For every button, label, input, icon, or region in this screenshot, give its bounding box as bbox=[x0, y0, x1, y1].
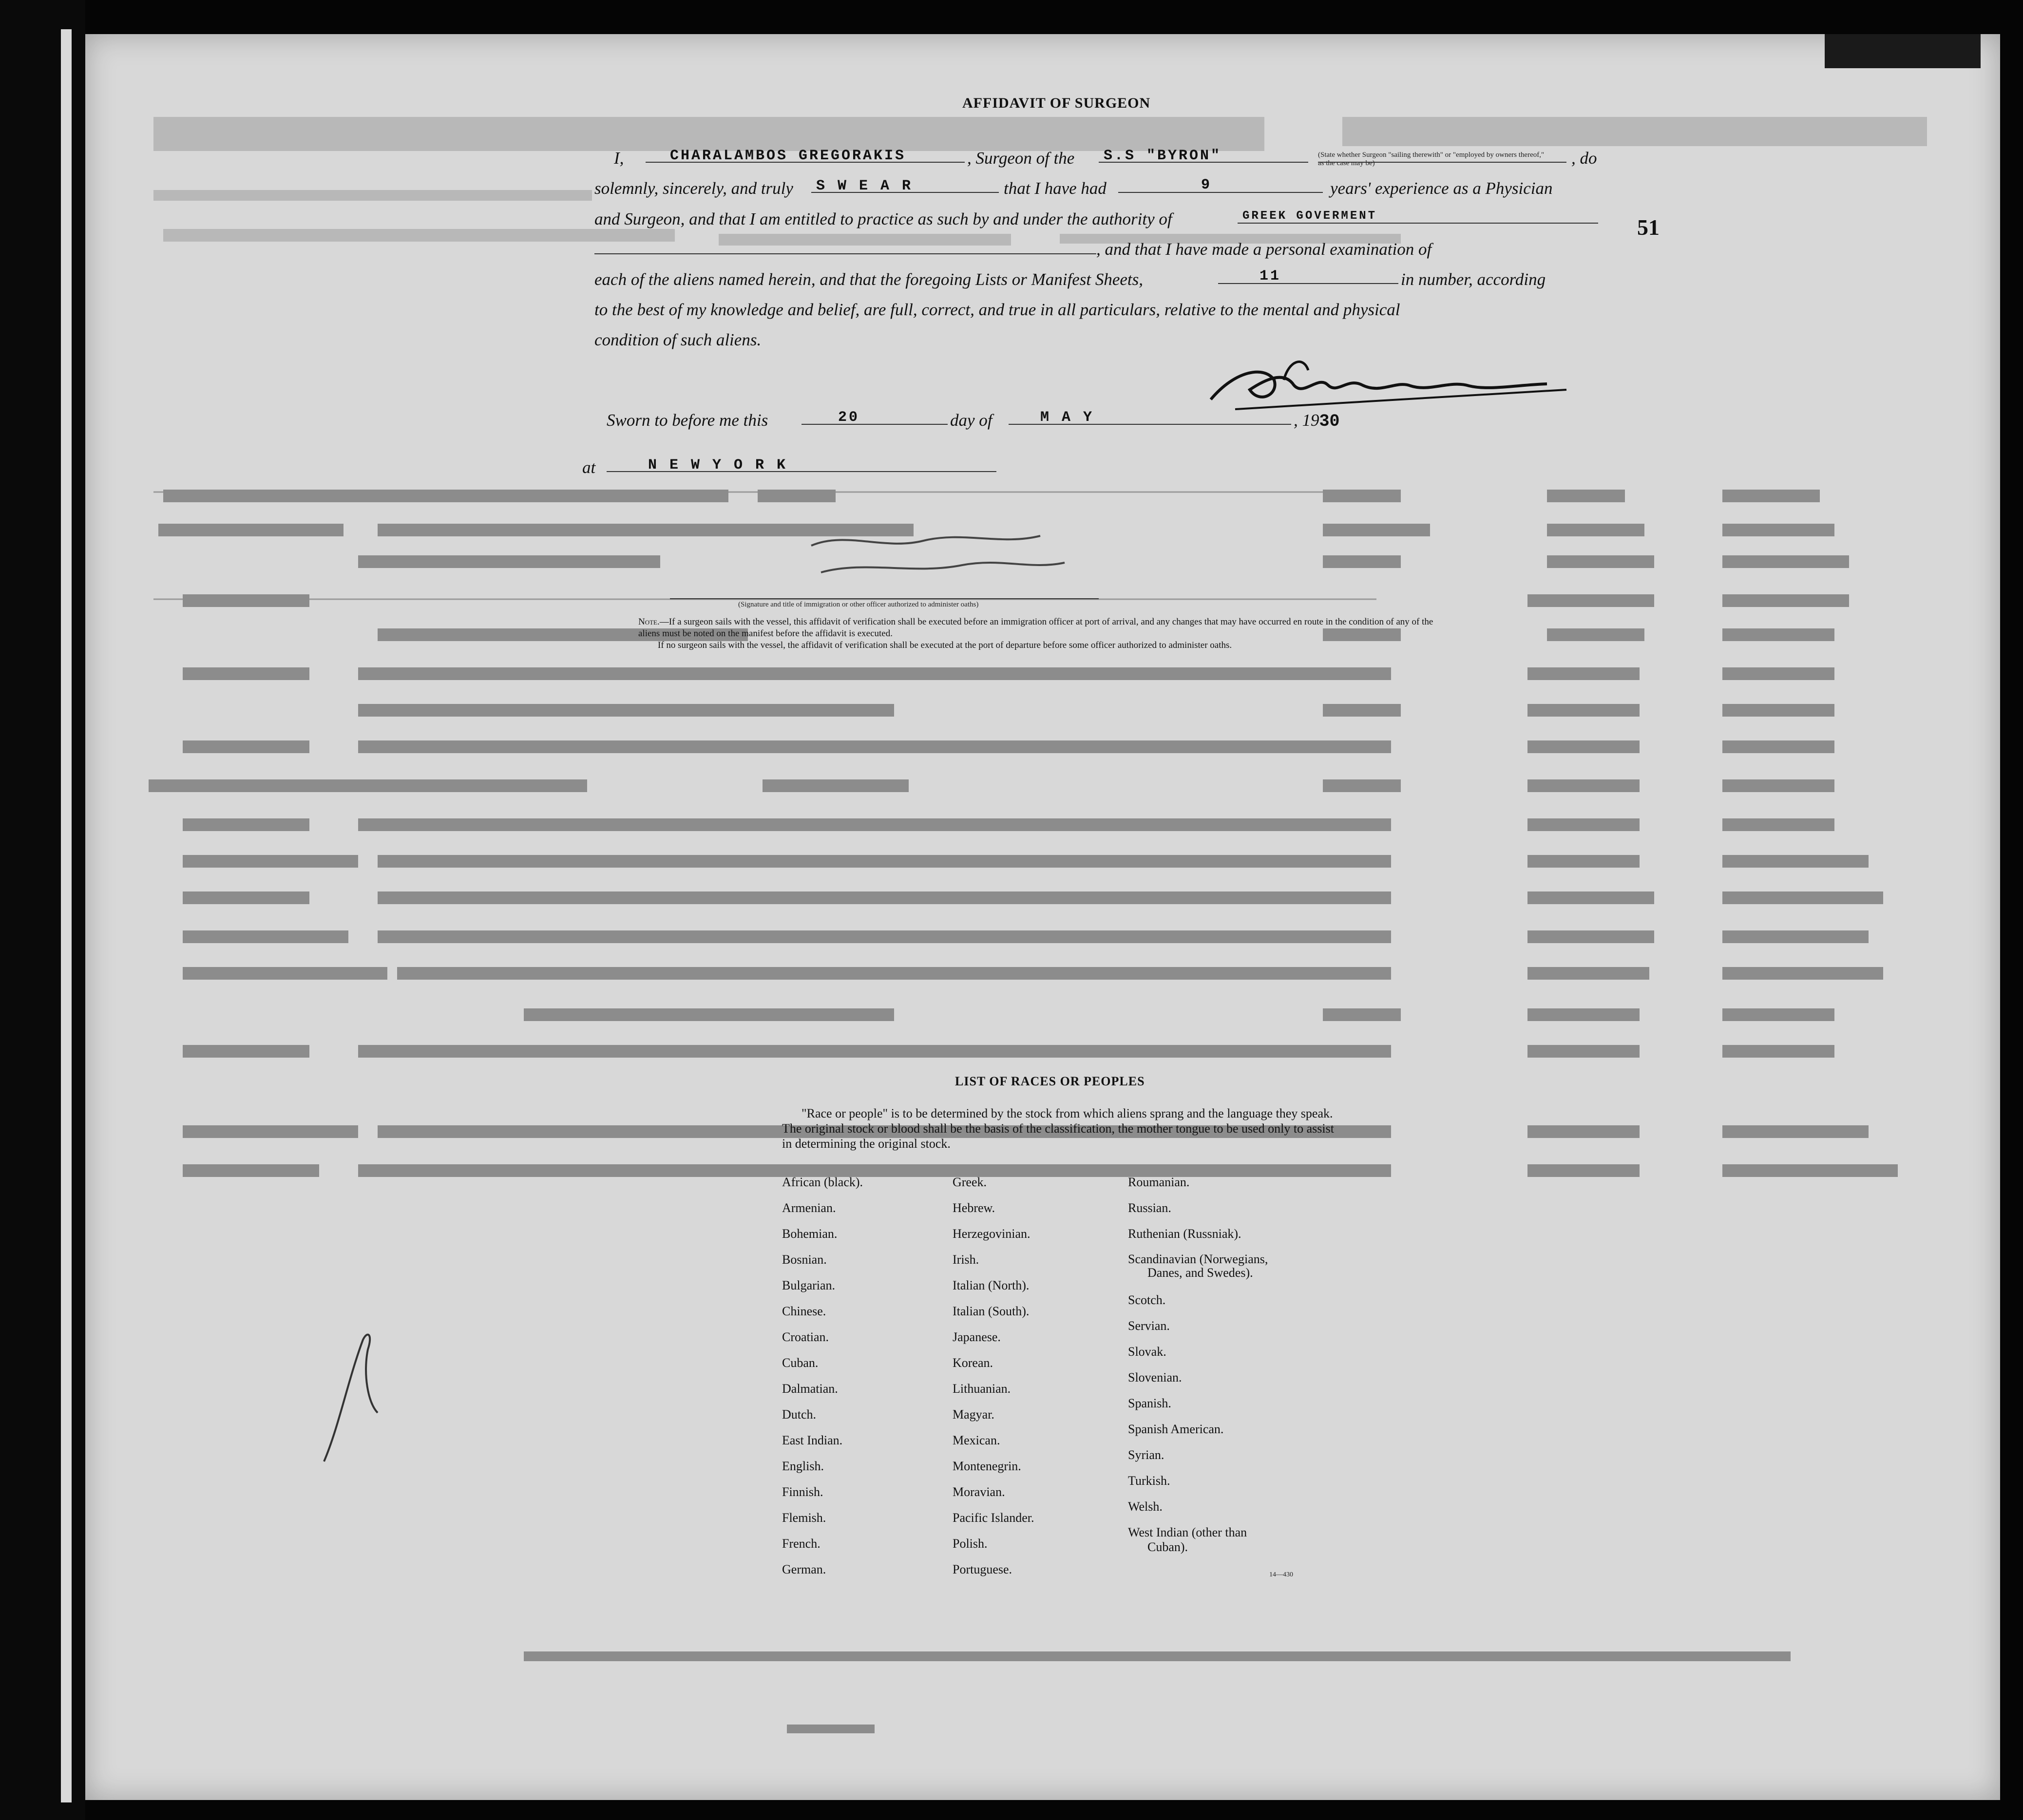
line1-end: , do bbox=[1571, 149, 1597, 168]
race-item: Cuban. bbox=[782, 1356, 819, 1370]
line3: and Surgeon, and that I am entitled to practice as such by and under the authority of bbox=[594, 209, 1172, 228]
at-label: at bbox=[582, 458, 596, 477]
line4-end: , and that I have made a personal examination of bbox=[1096, 240, 1432, 259]
year bbox=[1294, 411, 1340, 431]
line2-mid: that I have had bbox=[1004, 179, 1107, 198]
manifest-page bbox=[85, 34, 2000, 1800]
years-fill bbox=[1118, 192, 1323, 193]
race-item: Flemish. bbox=[782, 1511, 826, 1525]
race-item: Hebrew. bbox=[953, 1201, 995, 1215]
race-item: Syrian. bbox=[1128, 1448, 1164, 1462]
day-label: day of bbox=[950, 411, 992, 430]
race-item: Bohemian. bbox=[782, 1227, 838, 1241]
races-column-1 bbox=[782, 1169, 863, 1582]
line1-prefix: I, bbox=[614, 149, 624, 168]
race-item: Spanish American. bbox=[1128, 1422, 1224, 1436]
race-item: Russian. bbox=[1128, 1201, 1171, 1215]
race-item: Slovenian. bbox=[1128, 1370, 1182, 1384]
swear: S W E A R bbox=[816, 178, 913, 194]
sworn-prefix: Sworn to before me this bbox=[607, 411, 768, 430]
race-item: Polish. bbox=[953, 1536, 988, 1551]
race-item: Roumanian. bbox=[1128, 1175, 1190, 1189]
year-suffix: 30 bbox=[1319, 412, 1340, 431]
affidavit-line-1 bbox=[614, 149, 624, 168]
race-item: Welsh. bbox=[1128, 1499, 1163, 1514]
line2-end: years' experience as a Physician bbox=[1330, 179, 1553, 198]
race-item: Cuban). bbox=[1147, 1540, 1188, 1554]
page-number: 51 bbox=[1637, 215, 1660, 240]
line5-end: in number, according bbox=[1401, 270, 1546, 289]
binder-strip bbox=[0, 0, 85, 1820]
sheets-fill bbox=[1218, 283, 1398, 284]
day: 20 bbox=[838, 409, 860, 426]
note-lead: Note. bbox=[638, 617, 660, 627]
line1-mid: , Surgeon of the bbox=[967, 149, 1075, 168]
sheets: 11 bbox=[1260, 268, 1281, 284]
officer-signature bbox=[806, 526, 1079, 585]
officer-fill bbox=[670, 598, 1099, 599]
line7: condition of such aliens. bbox=[594, 330, 762, 349]
race-item: Portuguese. bbox=[953, 1562, 1012, 1576]
race-item: Magyar. bbox=[953, 1407, 994, 1422]
race-item: Bosnian. bbox=[782, 1252, 827, 1267]
line2-prefix: solemnly, sincerely, and truly bbox=[594, 179, 793, 198]
race-item: Montenegrin. bbox=[953, 1459, 1021, 1473]
vessel-name: S.S "BYRON" bbox=[1104, 148, 1222, 164]
race-item: Herzegovinian. bbox=[953, 1227, 1031, 1241]
day-fill bbox=[802, 424, 948, 425]
race-item: Slovak. bbox=[1128, 1345, 1166, 1359]
race-item: Finnish. bbox=[782, 1485, 823, 1499]
race-item: Danes, and Swedes). bbox=[1147, 1266, 1253, 1280]
race-item: Italian (South). bbox=[953, 1304, 1030, 1318]
race-item: Greek. bbox=[953, 1175, 987, 1189]
note-line-2: If no surgeon sails with the vessel, the affidavit of verification shall be executed at the port of departure before some officer authorized to administer oaths. bbox=[658, 640, 1232, 650]
form-code: 14—430 bbox=[1269, 1571, 1293, 1578]
month: M A Y bbox=[1040, 409, 1094, 426]
race-item: German. bbox=[782, 1562, 826, 1576]
affidavit-title: AFFIDAVIT OF SURGEON bbox=[962, 95, 1151, 111]
authority: GREEK GOVERMENT bbox=[1242, 209, 1377, 223]
note-line-1: —If a surgeon sails with the vessel, this affidavit of verification shall be executed before an immigration officer at port of arrival, and any changes that may have occurred en route in the condition of any of the aliens must be noted on the manifest before the affidavit is executed. bbox=[638, 617, 1433, 639]
race-item: Italian (North). bbox=[953, 1278, 1030, 1292]
line6: to the best of my knowledge and belief, are full, correct, and true in all particulars, relative to the mental and physical bbox=[594, 300, 1400, 319]
affidavit-note bbox=[638, 616, 1442, 651]
races-intro: "Race or people" is to be determined by the stock from which aliens sprang and the language they speak. The original stock or blood shall be the basis of the classification, the mother tongue to be used only to assist in determining the original stock. bbox=[782, 1106, 1334, 1151]
race-item: West Indian (other than bbox=[1128, 1525, 1247, 1539]
line5-prefix: each of the aliens named herein, and that the foregoing Lists or Manifest Sheets, bbox=[594, 270, 1144, 289]
ghost-rows-svg bbox=[85, 34, 2000, 1800]
vessel-note-fill bbox=[1318, 162, 1566, 163]
race-item: Armenian. bbox=[782, 1201, 836, 1215]
races-column-3 bbox=[1128, 1169, 1268, 1555]
place: N E W Y O R K bbox=[648, 457, 788, 474]
race-item: Moravian. bbox=[953, 1485, 1005, 1499]
binder-edge bbox=[61, 29, 72, 1802]
race-item: Dutch. bbox=[782, 1407, 817, 1422]
race-item: Bulgarian. bbox=[782, 1278, 836, 1292]
race-item: East Indian. bbox=[782, 1433, 843, 1447]
race-item: Servian. bbox=[1128, 1319, 1170, 1333]
race-item: Irish. bbox=[953, 1252, 979, 1267]
surgeon-signature bbox=[1206, 351, 1596, 414]
race-item: Chinese. bbox=[782, 1304, 826, 1318]
year-prefix: , 19 bbox=[1294, 411, 1319, 430]
years: 9 bbox=[1201, 177, 1212, 193]
race-item: Mexican. bbox=[953, 1433, 1000, 1447]
race-item: Spanish. bbox=[1128, 1396, 1171, 1410]
pencil-mark bbox=[319, 1320, 397, 1466]
race-item: Ruthenian (Russniak). bbox=[1128, 1227, 1241, 1241]
race-item: African (black). bbox=[782, 1175, 863, 1189]
race-item: Turkish. bbox=[1128, 1474, 1170, 1488]
race-item: Korean. bbox=[953, 1356, 993, 1370]
race-item: Croatian. bbox=[782, 1330, 829, 1344]
race-item: Japanese. bbox=[953, 1330, 1001, 1344]
race-item: French. bbox=[782, 1536, 821, 1551]
line4-fill bbox=[594, 253, 1096, 254]
swear-fill bbox=[811, 192, 999, 193]
surgeon-name: CHARALAMBOS GREGORAKIS bbox=[670, 148, 906, 164]
race-item: Scotch. bbox=[1128, 1293, 1166, 1307]
race-item: English. bbox=[782, 1459, 824, 1473]
race-item: Pacific Islander. bbox=[953, 1511, 1034, 1525]
race-item: Scandinavian (Norwegians, bbox=[1128, 1252, 1268, 1266]
race-item: Dalmatian. bbox=[782, 1382, 838, 1396]
authority-fill bbox=[1238, 223, 1598, 224]
races-title: LIST OF RACES OR PEOPLES bbox=[955, 1074, 1145, 1088]
vessel-note: (State whether Surgeon "sailing therewith" or "employed by owners thereof," as the case may be) bbox=[1318, 151, 1545, 167]
officer-note: (Signature and title of immigration or other officer authorized to administer oaths) bbox=[738, 601, 979, 608]
races-column-2 bbox=[953, 1169, 1034, 1582]
race-item: Lithuanian. bbox=[953, 1382, 1011, 1396]
